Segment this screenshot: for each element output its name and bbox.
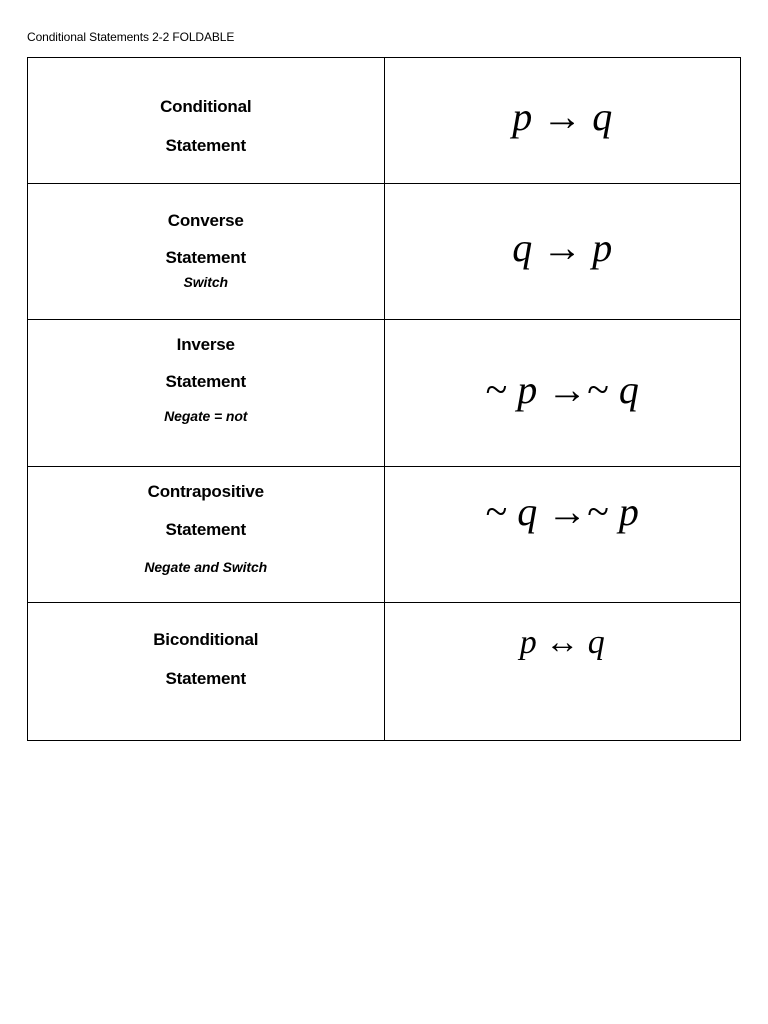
- table-row-conditional: [28, 58, 741, 184]
- formula-var-b: p: [592, 225, 613, 270]
- implies-arrow-icon: →: [547, 367, 588, 412]
- formula-var-b: q: [592, 94, 613, 139]
- biconditional-arrow-icon: ↔: [545, 624, 580, 661]
- formula-var-a: q: [517, 489, 538, 534]
- formula: [385, 490, 741, 534]
- formula-var-a: p: [512, 94, 533, 139]
- negation-tilde-icon: ~: [587, 367, 609, 412]
- term-label: Statement: [165, 520, 246, 539]
- foldable-table: [27, 57, 741, 741]
- formula: [385, 621, 741, 665]
- formula-cell-inverse: [384, 320, 741, 467]
- term-label: Statement: [165, 669, 246, 688]
- formula: [385, 368, 741, 412]
- table-row-inverse: [28, 320, 741, 467]
- negation-tilde-icon: ~: [587, 489, 609, 534]
- term-cell-inverse: [28, 320, 385, 467]
- term-cell-converse: [28, 184, 385, 320]
- formula-var-a: p: [517, 367, 538, 412]
- term-label: Statement: [165, 248, 246, 267]
- formula: [385, 226, 741, 270]
- negation-tilde-icon: ~: [485, 367, 508, 412]
- formula-cell-contrapositive: [384, 467, 741, 603]
- term-note: Switch: [183, 274, 229, 290]
- table-row-biconditional: [28, 603, 741, 741]
- formula-var-b: q: [618, 367, 639, 412]
- formula-cell-biconditional: [384, 603, 741, 741]
- term-label: Statement: [165, 372, 246, 391]
- term-name: Inverse: [176, 335, 235, 354]
- formula-var-b: p: [618, 489, 639, 534]
- term-cell-contrapositive: [28, 467, 385, 603]
- table-row-contrapositive: [28, 467, 741, 603]
- term-name: Biconditional: [153, 630, 259, 649]
- formula-var-a: q: [512, 225, 533, 270]
- term-name: Converse: [167, 211, 244, 230]
- term-note: Negate = not: [164, 408, 248, 424]
- term-name: Contrapositive: [147, 482, 264, 501]
- term-cell-biconditional: [28, 603, 385, 741]
- implies-arrow-icon: →: [542, 94, 583, 139]
- formula-cell-converse: [384, 184, 741, 320]
- table-row-converse: [28, 184, 741, 320]
- formula-var-b: q: [587, 624, 605, 661]
- term-note: Negate and Switch: [144, 559, 268, 575]
- formula: [385, 95, 741, 139]
- formula-cell-conditional: [384, 58, 741, 184]
- term-label: Statement: [165, 136, 246, 155]
- term-name: Conditional: [160, 97, 252, 116]
- formula-var-a: p: [519, 624, 537, 661]
- implies-arrow-icon: →: [547, 489, 588, 534]
- document-title: Conditional Statements 2-2 FOLDABLE: [27, 30, 235, 44]
- implies-arrow-icon: →: [542, 225, 583, 270]
- negation-tilde-icon: ~: [485, 489, 508, 534]
- term-cell-conditional: [28, 58, 385, 184]
